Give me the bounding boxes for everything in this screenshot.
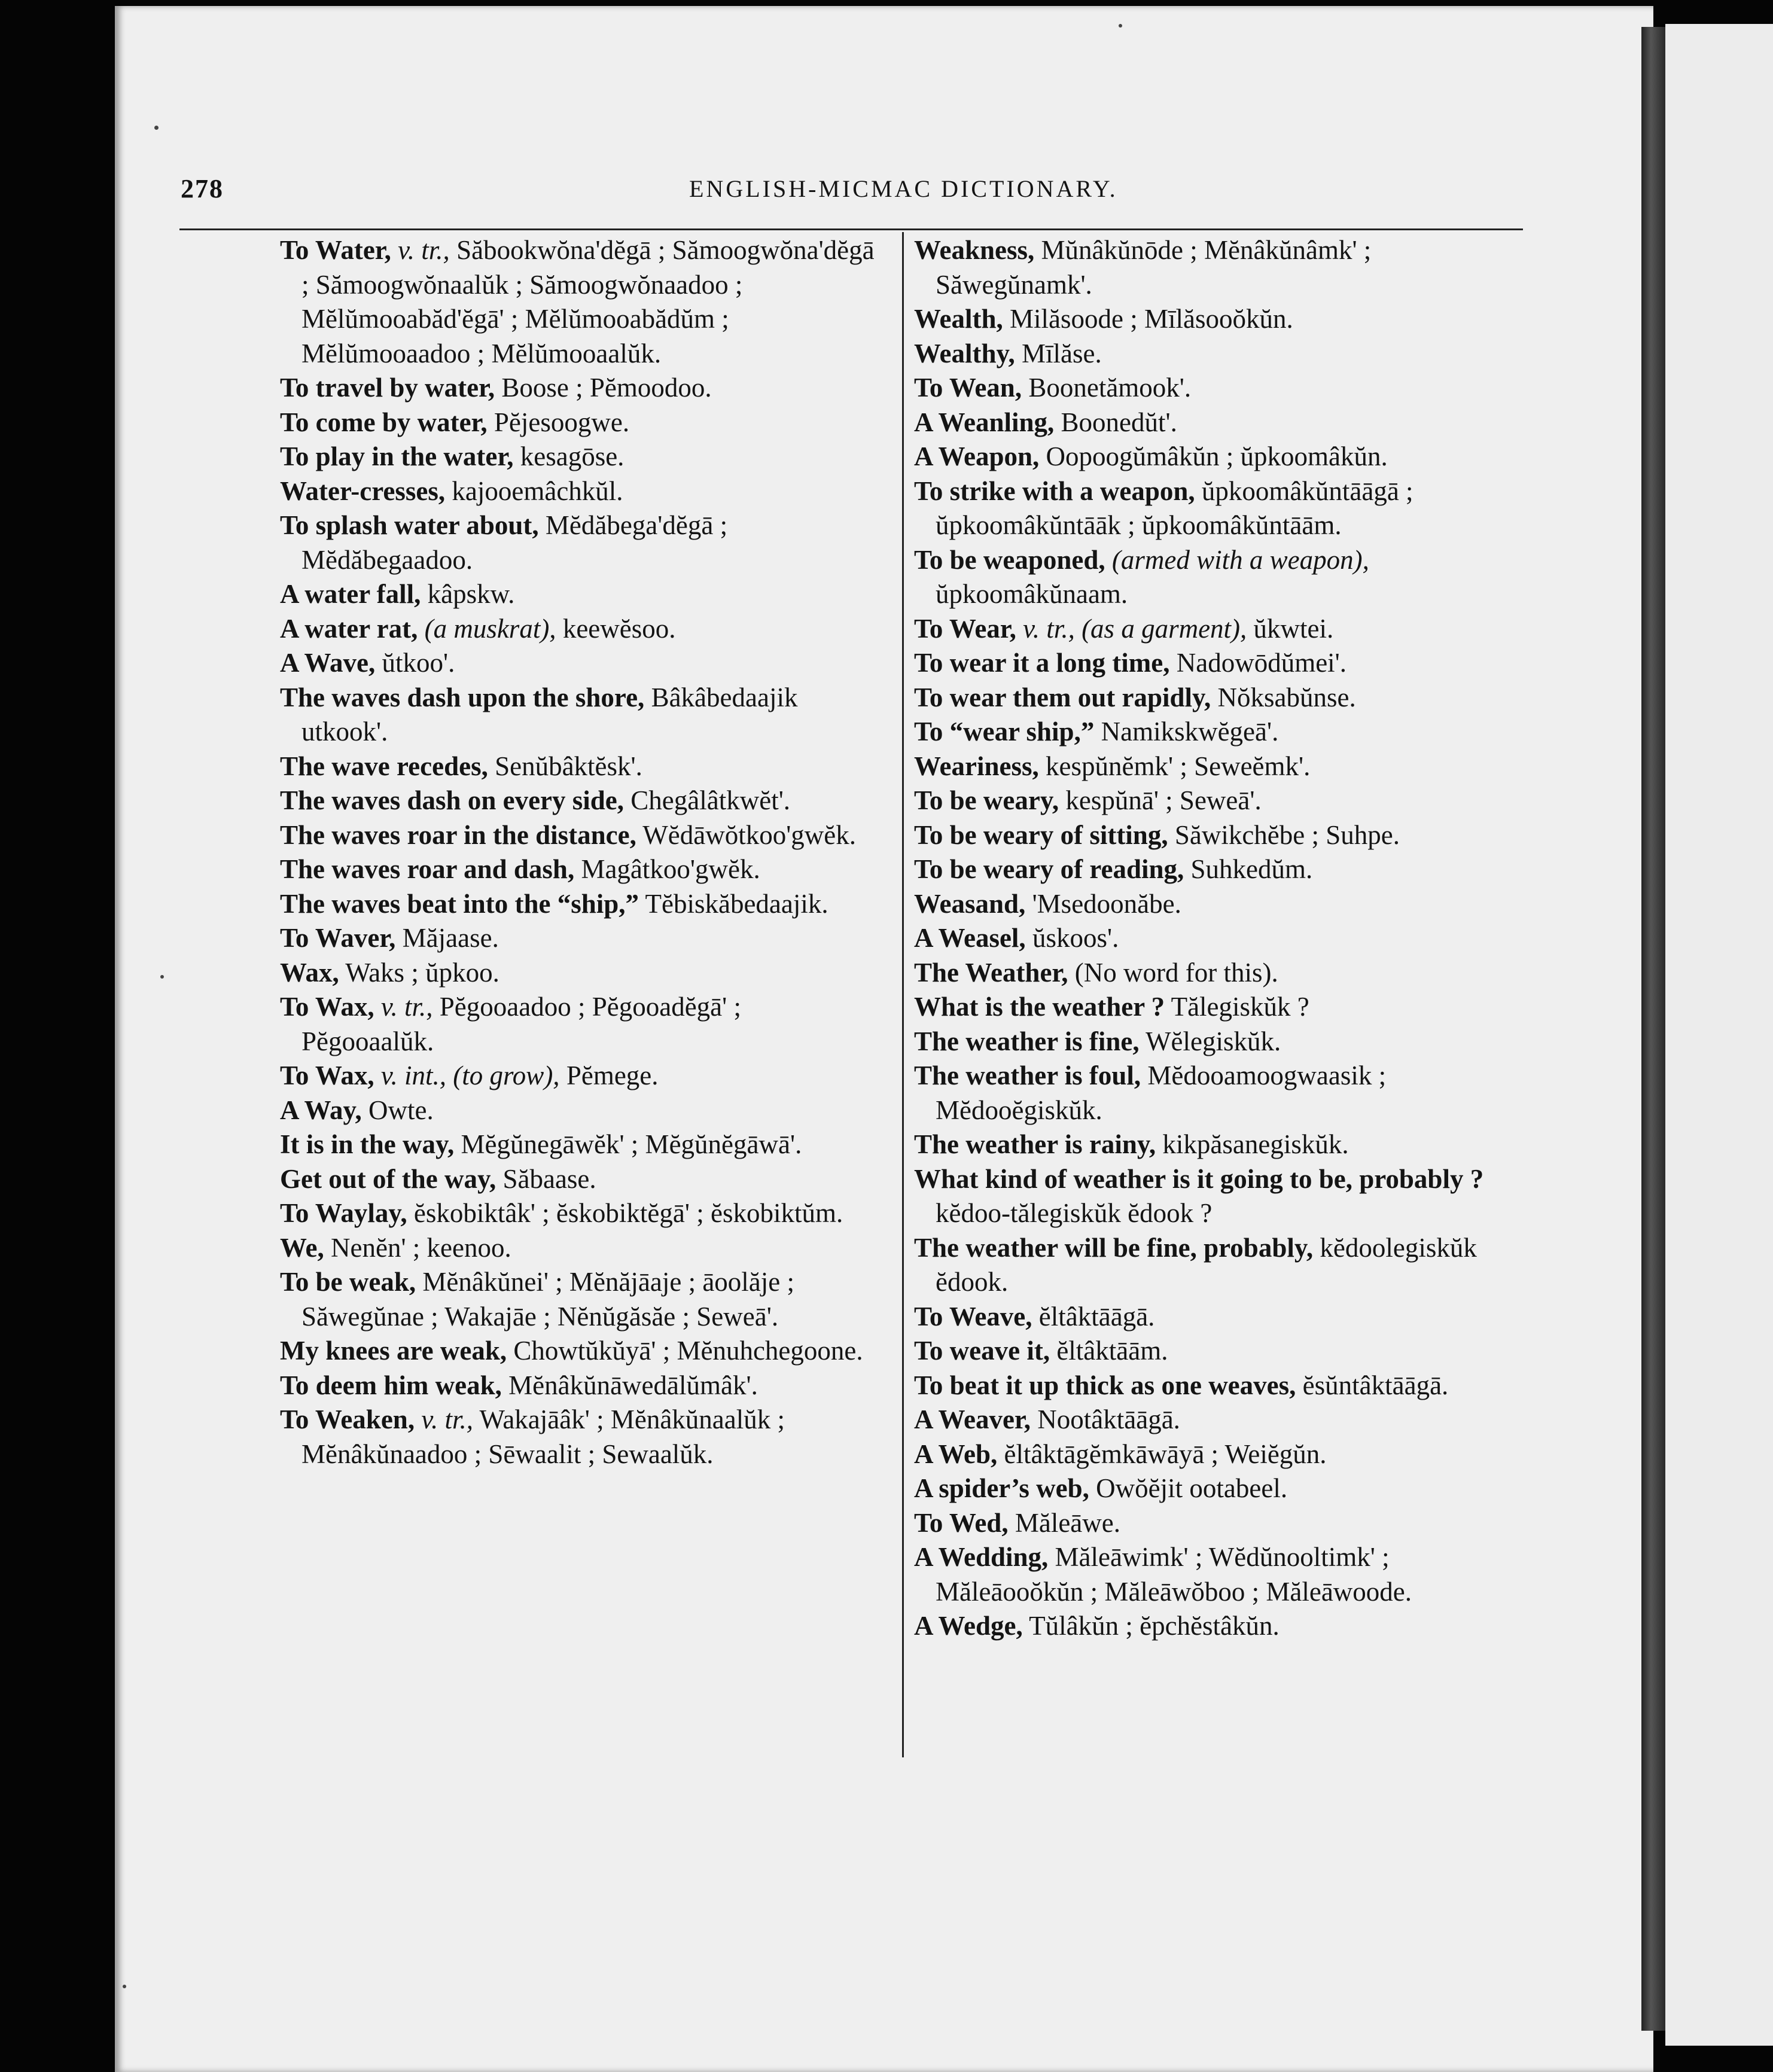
- dictionary-entry: [914, 543, 1513, 612]
- entry-translation: kĕdoo-tălegiskŭk ĕdook ?: [936, 1198, 1213, 1228]
- entry-headword: To travel by water,: [280, 373, 495, 403]
- dictionary-entry: [280, 887, 879, 922]
- dictionary-entry: [280, 440, 879, 474]
- entry-headword: A spider’s web,: [914, 1473, 1089, 1503]
- dictionary-entry: [280, 233, 879, 371]
- entry-headword: A Weanling,: [914, 407, 1055, 437]
- entry-headword: It is in the way,: [280, 1129, 455, 1159]
- entry-translation: kajooemâchkŭl.: [452, 476, 623, 506]
- entry-translation: Pĕjesoogwe.: [493, 407, 630, 437]
- entry-translation: Mīlăse.: [1022, 338, 1102, 368]
- entry-translation: kâpskw.: [427, 579, 515, 609]
- column-divider: [902, 232, 904, 1757]
- dictionary-entry: [280, 1334, 879, 1369]
- dictionary-entry: [914, 440, 1513, 474]
- running-head: ENGLISH-MICMAC DICTIONARY.: [689, 175, 1118, 202]
- entry-headword: We,: [280, 1232, 324, 1263]
- entry-headword: The wave recedes,: [280, 751, 488, 781]
- print-speck: [1119, 24, 1122, 28]
- dictionary-entry: [280, 1369, 879, 1403]
- entry-translation: Owte.: [368, 1095, 434, 1125]
- entry-headword: To Wed,: [914, 1507, 1009, 1538]
- header-rule: [179, 228, 1523, 230]
- entry-translation: ĕsŭntâktāāgā.: [1302, 1370, 1449, 1400]
- dictionary-entry: [914, 1471, 1513, 1506]
- entry-headword: A Weasel,: [914, 923, 1026, 953]
- dictionary-entry: [280, 474, 879, 509]
- dictionary-entry: [280, 1059, 879, 1093]
- entry-translation: Namikskwĕgeā'.: [1101, 717, 1279, 746]
- entry-grammar-note: v. tr.,: [398, 235, 450, 265]
- entry-headword: To Wax,: [280, 992, 374, 1022]
- dictionary-entry: [280, 1196, 879, 1231]
- entry-translation: Waks ; ŭpkoo.: [345, 957, 499, 988]
- dictionary-entry: [914, 1403, 1513, 1437]
- dictionary-entry: [914, 1128, 1513, 1162]
- entry-translation: keewĕsoo.: [562, 613, 676, 644]
- dictionary-entry: [280, 508, 879, 577]
- entry-translation: Wĕdāwŏtkoo'gwĕk.: [642, 819, 857, 850]
- dictionary-entry: [280, 577, 879, 612]
- dictionary-entry: [914, 302, 1513, 337]
- entry-translation: ŭkwtei.: [1253, 613, 1334, 644]
- entry-headword: To be weaponed,: [914, 544, 1105, 575]
- entry-headword: Weakness,: [914, 235, 1035, 265]
- entry-headword: To be weak,: [280, 1267, 416, 1297]
- entry-translation: Mĕnâkŭnāwedālŭmâk'.: [508, 1370, 758, 1400]
- entry-headword: The weather will be fine, probably,: [914, 1232, 1314, 1263]
- dictionary-entry: [914, 337, 1513, 371]
- entry-headword: A Weapon,: [914, 441, 1040, 471]
- entry-headword: To Weaken,: [280, 1404, 415, 1434]
- entry-translation: Tĕbiskăbedaajik.: [645, 888, 828, 919]
- entry-headword: The waves beat into the “ship,”: [280, 888, 639, 919]
- entry-translation: Wakajāâk' ; Mĕnâkŭnaalŭk ; Mĕnâkŭnaadoo ; Sēwaalit ; Sewaalŭk.: [301, 1404, 785, 1469]
- entry-headword: Wealth,: [914, 304, 1003, 334]
- entry-headword: What is the weather ?: [914, 992, 1165, 1022]
- entry-translation: (No word for this).: [1074, 957, 1278, 988]
- entry-translation: Săwikchĕbe ; Suhpe.: [1174, 819, 1400, 850]
- entry-translation: 'Msedoonăbe.: [1032, 888, 1181, 919]
- dictionary-entry: [914, 1025, 1513, 1059]
- entry-headword: To Wear,: [914, 613, 1016, 644]
- dictionary-entry: [914, 1506, 1513, 1541]
- entry-headword: The Weather,: [914, 957, 1068, 988]
- dictionary-entry: [280, 990, 879, 1059]
- dictionary-entry: [914, 1231, 1513, 1300]
- entry-headword: To wear it a long time,: [914, 648, 1170, 678]
- dictionary-entry: [914, 784, 1513, 818]
- dictionary-entry: [914, 1334, 1513, 1369]
- dictionary-entry: [914, 749, 1513, 784]
- entry-headword: Wax,: [280, 957, 339, 988]
- entry-grammar-note: (a muskrat),: [424, 613, 556, 644]
- entry-translation: Wĕlegiskŭk.: [1146, 1026, 1281, 1056]
- entry-headword: Weariness,: [914, 751, 1039, 781]
- entry-headword: To Waver,: [280, 923, 396, 953]
- entry-headword: Get out of the way,: [280, 1163, 496, 1194]
- entry-translation: kespŭnā' ; Seweā'.: [1065, 785, 1262, 815]
- entry-headword: A water rat,: [280, 613, 418, 644]
- entry-translation: ŭtkoo'.: [382, 648, 455, 678]
- entry-translation: ĕltâktāām.: [1056, 1336, 1168, 1366]
- entry-translation: ŭpkoomâkŭnaam.: [936, 579, 1128, 609]
- entry-translation: Suhkedŭm.: [1190, 854, 1313, 884]
- entry-grammar-note: v. tr.,: [421, 1404, 474, 1434]
- entry-headword: A Web,: [914, 1439, 998, 1469]
- entry-translation: ĕskobiktâk' ; ĕskobiktĕgā' ; ĕskobiktŭm.: [413, 1198, 843, 1228]
- entry-headword: To play in the water,: [280, 441, 514, 471]
- entry-headword: The waves roar and dash,: [280, 854, 575, 884]
- left-column: [280, 233, 879, 1471]
- entry-headword: What kind of weather is it going to be, probably ?: [914, 1163, 1484, 1194]
- entry-translation: Chowtŭkŭyā' ; Mĕnuhchegoone.: [513, 1336, 863, 1366]
- entry-headword: Water-cresses,: [280, 476, 446, 506]
- entry-headword: To Water,: [280, 235, 391, 265]
- entry-headword: The weather is fine,: [914, 1026, 1140, 1056]
- entry-headword: The waves dash upon the shore,: [280, 682, 645, 712]
- entry-headword: To strike with a weapon,: [914, 476, 1195, 506]
- dictionary-entry: [914, 818, 1513, 853]
- dictionary-entry: [280, 406, 879, 440]
- entry-translation: Oopoogŭmâkŭn ; ŭpkoomâkŭn.: [1046, 441, 1388, 471]
- entry-headword: To Wean,: [914, 373, 1022, 403]
- entry-headword: The waves roar in the distance,: [280, 819, 636, 850]
- entry-headword: A Weaver,: [914, 1404, 1031, 1434]
- entry-headword: To wear them out rapidly,: [914, 682, 1211, 712]
- entry-grammar-note: v. tr., (as a garment),: [1023, 613, 1247, 644]
- dictionary-entry: [914, 887, 1513, 922]
- dictionary-entry: [914, 1059, 1513, 1128]
- entry-translation: ĕltâktāgĕmkāwāyā ; Weiĕgŭn.: [1004, 1439, 1327, 1469]
- entry-headword: To be weary of reading,: [914, 854, 1184, 884]
- dictionary-entry: [280, 749, 879, 784]
- entry-headword: A Way,: [280, 1095, 362, 1125]
- dictionary-entry: [914, 1369, 1513, 1403]
- dictionary-entry: [280, 921, 879, 956]
- entry-headword: To Wax,: [280, 1061, 374, 1090]
- dictionary-entry: [280, 1162, 879, 1197]
- entry-headword: A Wedge,: [914, 1611, 1023, 1641]
- entry-translation: Nootâktāāgā.: [1037, 1404, 1180, 1434]
- dictionary-entry: [280, 1128, 879, 1162]
- dictionary-entry: [914, 371, 1513, 406]
- entry-translation: Săbookwŏna'dĕgā ; Sămoogwŏna'dĕgā ; Sămoogwŏnaalŭk ; Sămoogwŏnaadoo ; Mĕlŭmooabăd'ĕgā' ; Mĕlŭmooabădŭm ; Mĕlŭmooaadoo ; Mĕlŭmooaalŭk.: [301, 235, 875, 368]
- facing-page-edge: [1665, 24, 1773, 2046]
- entry-translation: ĕltâktāāgā.: [1038, 1301, 1155, 1331]
- entry-translation: Mĕdooamoogwaasik ; Mĕdooĕgiskŭk.: [936, 1061, 1387, 1125]
- entry-translation: Boonedŭt'.: [1061, 407, 1177, 437]
- dictionary-entry: [914, 921, 1513, 956]
- dictionary-entry: [914, 1300, 1513, 1334]
- entry-translation: Boonetămook'.: [1028, 373, 1192, 403]
- entry-translation: Măleāwimk' ; Wĕdŭnooltimk' ; Măleāooŏkŭn ; Măleāwŏboo ; Măleāwoode.: [936, 1542, 1412, 1607]
- entry-headword: Wealthy,: [914, 338, 1015, 368]
- entry-headword: To Waylay,: [280, 1198, 407, 1228]
- dictionary-entry: [280, 371, 879, 406]
- entry-headword: To be weary of sitting,: [914, 819, 1168, 850]
- entry-headword: To deem him weak,: [280, 1370, 502, 1400]
- entry-headword: To be weary,: [914, 785, 1059, 815]
- entry-translation: Owŏĕjit ootabeel.: [1096, 1473, 1288, 1503]
- entry-headword: To come by water,: [280, 407, 488, 437]
- entry-translation: Pĕgooaadoo ; Pĕgooadĕgā' ; Pĕgooaalŭk.: [301, 992, 741, 1056]
- dictionary-entry: [280, 852, 879, 887]
- dictionary-entry: [914, 681, 1513, 715]
- dictionary-entry: [914, 715, 1513, 749]
- dictionary-entry: [280, 1403, 879, 1471]
- entry-translation: kesagōse.: [520, 441, 624, 471]
- dictionary-entry: [914, 852, 1513, 887]
- entry-translation: Nadowōdŭmei'.: [1176, 648, 1347, 678]
- entry-translation: Mĕnâkŭnei' ; Mĕnăjāaje ; āoolăje ; Săwegŭnae ; Wakajāe ; Nĕnŭgăsăe ; Seweā'.: [301, 1267, 794, 1331]
- entry-grammar-note: (armed with a weapon),: [1111, 544, 1369, 575]
- entry-translation: Săbaase.: [502, 1163, 596, 1194]
- entry-translation: ŭpkoomâkŭntāāgā ; ŭpkoomâkŭntāāk ; ŭpkoomâkŭntāām.: [936, 476, 1413, 540]
- entry-translation: Chegâlâtkwĕt'.: [630, 785, 791, 815]
- dictionary-entry: [914, 646, 1513, 681]
- entry-translation: Măjaase.: [402, 923, 499, 953]
- entry-headword: To beat it up thick as one weaves,: [914, 1370, 1296, 1400]
- dictionary-entry: [914, 990, 1513, 1025]
- entry-translation: Pĕmege.: [566, 1061, 659, 1090]
- entry-translation: Magâtkoo'gwĕk.: [581, 854, 760, 884]
- entry-translation: Măleāwe.: [1015, 1507, 1120, 1538]
- entry-headword: To weave it,: [914, 1336, 1050, 1366]
- dictionary-entry: [280, 681, 879, 749]
- dictionary-entry: [280, 1265, 879, 1334]
- entry-translation: Senŭbâktĕsk'.: [495, 751, 642, 781]
- dictionary-entry: [280, 1093, 879, 1128]
- entry-translation: Tălegiskŭk ?: [1171, 992, 1309, 1022]
- dictionary-entry: [914, 233, 1513, 302]
- entry-grammar-note: v. int., (to grow),: [380, 1061, 560, 1090]
- dictionary-entry: [280, 956, 879, 991]
- dictionary-entry: [280, 784, 879, 818]
- page-number: 278: [181, 174, 224, 203]
- entry-translation: Nŏksabŭnse.: [1217, 682, 1356, 712]
- entry-headword: The waves dash on every side,: [280, 785, 624, 815]
- entry-translation: kespŭnĕmk' ; Seweĕmk'.: [1046, 751, 1311, 781]
- dictionary-entry: [280, 612, 879, 647]
- entry-translation: ŭskoos'.: [1032, 923, 1119, 953]
- dictionary-entry: [280, 818, 879, 853]
- entry-translation: Mĕgŭnegāwĕk' ; Mĕgŭnĕgāwā'.: [461, 1129, 802, 1159]
- entry-headword: To splash water about,: [280, 510, 539, 540]
- print-speck: [160, 975, 164, 979]
- entry-headword: The weather is foul,: [914, 1061, 1141, 1090]
- entry-translation: Nenĕn' ; keenoo.: [331, 1232, 511, 1263]
- entry-translation: Boose ; Pĕmoodoo.: [501, 373, 712, 403]
- dictionary-entry: [280, 1231, 879, 1266]
- print-speck: [123, 1985, 126, 1988]
- book-spine: [1641, 27, 1665, 2031]
- entry-headword: A water fall,: [280, 579, 421, 609]
- dictionary-entry: [914, 1540, 1513, 1609]
- entry-headword: To “wear ship,”: [914, 717, 1095, 746]
- entry-headword: A Wave,: [280, 648, 376, 678]
- entry-headword: A Wedding,: [914, 1542, 1049, 1572]
- entry-grammar-note: v. tr.,: [380, 992, 433, 1022]
- dictionary-entry: [914, 1162, 1513, 1231]
- dictionary-entry: [280, 646, 879, 681]
- dictionary-entry: [914, 406, 1513, 440]
- entry-translation: kikpăsanegiskŭk.: [1162, 1129, 1349, 1159]
- dictionary-entry: [914, 956, 1513, 991]
- page-header: [181, 173, 1539, 209]
- dictionary-entry: [914, 1609, 1513, 1644]
- dictionary-entry: [914, 1437, 1513, 1472]
- entry-translation: Tŭlâkŭn ; ĕpchĕstâkŭn.: [1029, 1611, 1280, 1641]
- entry-headword: My knees are weak,: [280, 1336, 507, 1366]
- entry-headword: To Weave,: [914, 1301, 1032, 1331]
- entry-translation: Mĕdăbega'dĕgā ; Mĕdăbegaadoo.: [301, 510, 728, 575]
- print-speck: [154, 126, 159, 130]
- dictionary-entry: [914, 474, 1513, 543]
- entry-translation: Mŭnâkŭnōde ; Mĕnâkŭnâmk' ; Săwegŭnamk'.: [936, 235, 1372, 300]
- entry-translation: Bâkâbedaajik utkook'.: [301, 682, 798, 746]
- entry-translation: kĕdoolegiskŭk ĕdook.: [936, 1232, 1477, 1297]
- right-column: [914, 233, 1513, 1644]
- dictionary-entry: [914, 612, 1513, 647]
- entry-headword: The weather is rainy,: [914, 1129, 1156, 1159]
- entry-headword: Weasand,: [914, 888, 1026, 919]
- entry-translation: Milăsoode ; Mīlăsooŏkŭn.: [1010, 304, 1293, 334]
